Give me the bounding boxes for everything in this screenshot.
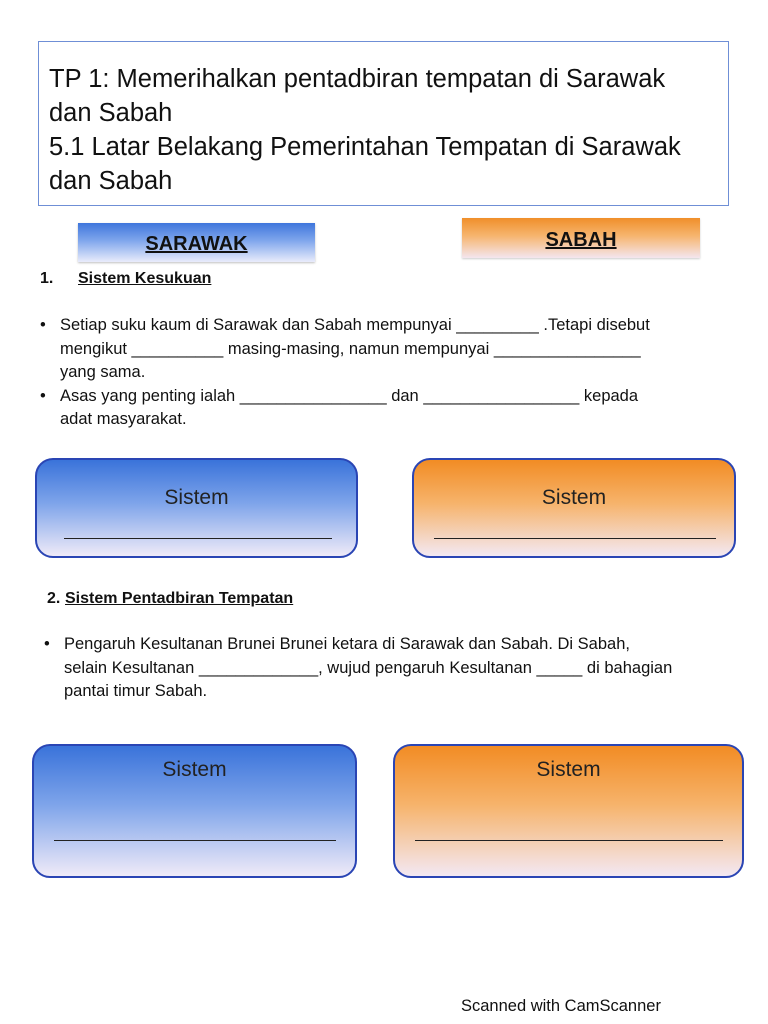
card-label: Sistem [536,758,601,781]
section-1-heading [40,270,211,288]
section-2-p1-line1: Pengaruh Kesultanan Brunei Brunei ketara di Sarawak dan Sabah. Di Sabah, [64,635,630,653]
title-line-3: 5.1 Latar Belakang Pemerintahan Tempatan di Sarawak [49,133,681,161]
sarawak-sistem-card-2 [32,744,357,878]
bullet-icon: • [40,316,46,334]
section-1-title: Sistem Kesukuan [78,270,212,287]
title-line-2: dan Sabah [49,99,173,127]
section-1-bullet-1 [40,314,650,338]
section-1-p1-line3: yang sama. [60,363,146,381]
sarawak-sistem-card-1 [35,458,358,558]
title-box [38,41,729,206]
sabah-sistem-card-2 [393,744,744,878]
bullet-icon: • [44,635,50,653]
section-1-p2-line2: adat masyarakat. [60,410,187,428]
section-2-p1-line3: pantai timur Sabah. [64,682,208,700]
section-1-bullet-2 [40,385,650,409]
scanner-watermark: Scanned with CamScanner [461,997,661,1015]
title-line-4: dan Sabah [49,167,173,195]
section-1-p2-line1: Asas yang penting ialah ________________ dan _________________ kepada [60,386,639,405]
bullet-icon: • [40,386,46,405]
section-2-number: 2. [47,590,61,607]
answer-line [64,538,332,539]
section-1-p1-line2: mengikut __________ masing-masing, namun mempunyai ________________ [60,339,641,358]
section-2-bullet-1 [44,633,672,657]
sarawak-header: SARAWAK [78,223,315,262]
answer-line [434,538,716,539]
section-2-heading [47,590,293,608]
card-label: Sistem [162,758,227,781]
section-2-text [44,633,672,704]
sabah-sistem-card-1 [412,458,736,558]
card-label: Sistem [541,486,607,509]
section-1-text [40,314,650,432]
card-label: Sistem [164,486,229,509]
title-line-1: TP 1: Memerihalkan pentadbiran tempatan di Sarawak [49,65,666,93]
section-2-title: Sistem Pentadbiran Tempatan [65,590,294,607]
section-1-p1-line1: Setiap suku kaum di Sarawak dan Sabah mempunyai _________ .Tetapi disebut [60,316,650,334]
section-1-number: 1. [40,270,54,287]
answer-line [54,840,336,841]
section-2-p1-line2: selain Kesultanan _____________, wujud pengaruh Kesultanan _____ di bahagian [64,658,673,677]
sabah-header: SABAH [462,218,700,258]
answer-line [415,840,723,841]
